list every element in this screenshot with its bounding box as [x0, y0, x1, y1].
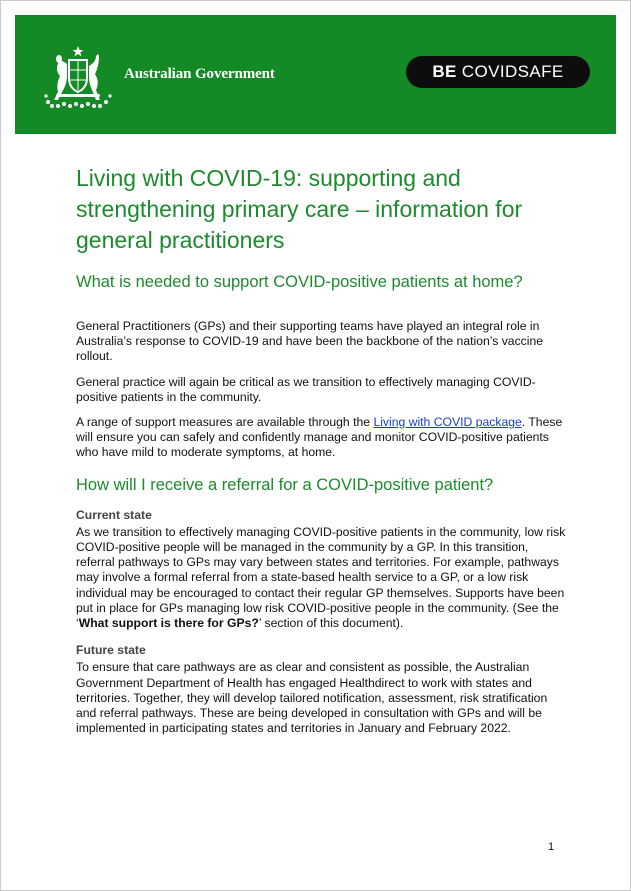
- subheading-current-state: Current state: [76, 507, 152, 522]
- support-measures-text-before: A range of support measures are available through the: [76, 415, 374, 430]
- document-title: Living with COVID-19: supporting and strengthening primary care – information for general practitioners: [76, 165, 523, 253]
- government-name: Australian Government: [124, 66, 275, 82]
- document-body: [76, 163, 566, 736]
- paragraph-gp-role: General Practitioners (GPs) and their supporting teams have played an integral role in Australia’s response to COVID-19 and have been the backbone of the nation’s vaccine rollout.: [76, 319, 544, 364]
- current-state-text-before: As we transition to effectively managing COVID-positive patients in the community, low risk COVID-positive people will be managed in the community by a GP. In this transition, referral pathways to GPs may vary between states and territories. For example, pathways may involve a formal referral from a state-based health service to a GP, or a low risk individual may be encouraged to contact their regular GP themselves. Supports have been put in place for GPs managing low risk COVID-positive people in the community. (See the ‘: [76, 524, 566, 631]
- be-covidsafe-badge: [406, 56, 590, 88]
- coat-of-arms-icon: [38, 44, 118, 114]
- support-measures-text-after: . These will ensure you can safely and confidently manage and monitor COVID-positive patients who have mild to moderate symptoms, at home.: [76, 415, 563, 460]
- paragraph-future-state: To ensure that care pathways are as clear and consistent as possible, the Australian Government Department of Health has engaged Healthdirect to work with states and territories. Together, they will develop tailored notification, assessment, risk stratification and referral pathways. These are being developed in consultation with GPs and will be implemented in participating states and territories in January and February 2022.: [76, 660, 548, 736]
- badge-covidsafe-text: COVIDSAFE: [461, 62, 564, 81]
- paragraph-current-state: [76, 525, 566, 631]
- section-heading-support-at-home: What is needed to support COVID-positive patients at home?: [76, 273, 523, 291]
- section-heading-referral: How will I receive a referral for a COVID-positive patient?: [76, 475, 494, 494]
- subheading-future-state: Future state: [76, 643, 146, 658]
- page-number: 1: [548, 841, 555, 853]
- paragraph-support-measures: [76, 415, 566, 461]
- paragraph-general-practice-critical: General practice will again be critical as we transition to effectively managing COVID-positive patients in the community.: [76, 374, 536, 404]
- current-state-text-after: ’ section of this document).: [258, 616, 404, 631]
- living-with-covid-package-link[interactable]: Living with COVID package: [373, 415, 522, 430]
- current-state-bold-reference: What support is there for GPs?: [78, 616, 259, 631]
- badge-be-text: BE: [432, 62, 457, 81]
